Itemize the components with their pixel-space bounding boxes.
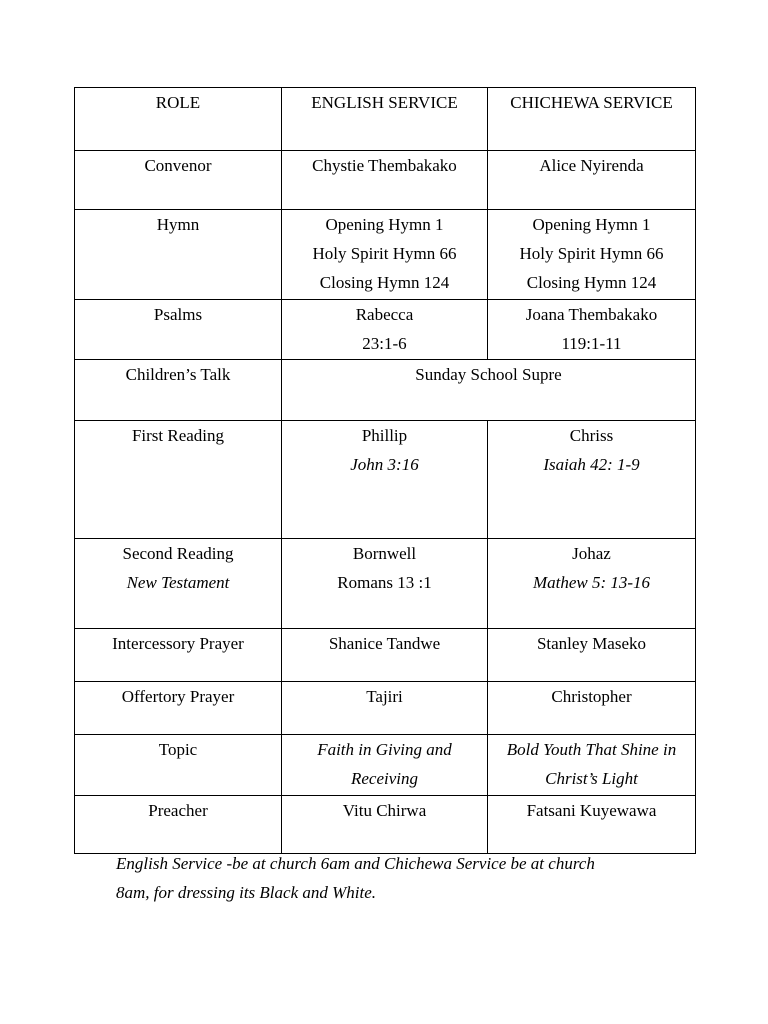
- chichewa-cell: Stanley Maseko: [488, 629, 696, 682]
- note-line: English Service -be at church 6am and Chichewa Service be at church: [116, 854, 595, 873]
- hymn-line: Holy Spirit Hymn 66: [312, 244, 457, 263]
- combined-service-cell: Sunday School Supre: [282, 360, 696, 421]
- scripture-reference: Mathew 5: 13-16: [532, 573, 651, 592]
- role-cell: Second Reading New Testament: [75, 539, 282, 629]
- chichewa-cell: Bold Youth That Shine in Christ’s Light: [488, 735, 696, 796]
- table-row-preacher: [75, 796, 696, 854]
- scripture-reference: Isaiah 42: 1-9: [543, 455, 640, 474]
- scripture-reference: Romans 13 :1: [337, 573, 432, 592]
- chichewa-cell: [488, 210, 696, 300]
- table-row-hymn: [75, 210, 696, 300]
- reader-name: Bornwell: [352, 544, 417, 563]
- reader-name: Chriss: [569, 426, 614, 445]
- chichewa-cell: [488, 539, 696, 629]
- role-cell: Children’s Talk: [75, 360, 282, 421]
- hymn-line: Opening Hymn 1: [532, 215, 651, 234]
- english-cell: [282, 210, 488, 300]
- hymn-line: Closing Hymn 124: [319, 273, 450, 292]
- english-cell: Shanice Tandwe: [282, 629, 488, 682]
- hymn-line: Holy Spirit Hymn 66: [519, 244, 664, 263]
- role-cell: Psalms: [75, 300, 282, 360]
- chichewa-cell: Fatsani Kuyewawa: [488, 796, 696, 854]
- header-english-service: ENGLISH SERVICE: [282, 88, 488, 151]
- table-row-psalms: [75, 300, 696, 360]
- english-cell: Faith in Giving and Receiving: [282, 735, 488, 796]
- role-cell: Hymn: [75, 210, 282, 300]
- role-subtitle: New Testament: [126, 573, 230, 592]
- role-cell: Intercessory Prayer: [75, 629, 282, 682]
- header-role: ROLE: [75, 88, 282, 151]
- role-cell: Offertory Prayer: [75, 682, 282, 735]
- table-row-offertory-prayer: [75, 682, 696, 735]
- hymn-line: Opening Hymn 1: [325, 215, 444, 234]
- table-row-childrens-talk: [75, 360, 696, 421]
- chichewa-cell: Joana Thembakako 119:1-11: [488, 300, 696, 360]
- english-cell: Vitu Chirwa: [282, 796, 488, 854]
- table-row-second-reading: [75, 539, 696, 629]
- table-row-convenor: [75, 151, 696, 210]
- service-time-note: [116, 849, 716, 907]
- reader-name: Johaz: [572, 544, 611, 563]
- service-roster-table: [74, 87, 696, 854]
- role-cell: Preacher: [75, 796, 282, 854]
- note-line: 8am, for dressing its Black and White.: [116, 883, 377, 902]
- chichewa-cell: Alice Nyirenda: [488, 151, 696, 210]
- chichewa-cell: Christopher: [488, 682, 696, 735]
- table-row-topic: [75, 735, 696, 796]
- reader-name: Phillip: [361, 426, 408, 445]
- hymn-line: Closing Hymn 124: [526, 273, 657, 292]
- role-cell: First Reading: [75, 421, 282, 539]
- role-cell: Topic: [75, 735, 282, 796]
- table-row-first-reading: [75, 421, 696, 539]
- table-row-intercessory-prayer: [75, 629, 696, 682]
- header-chichewa-service: CHICHEWA SERVICE: [488, 88, 696, 151]
- english-cell: [282, 421, 488, 539]
- english-cell: [282, 539, 488, 629]
- english-cell: Rabecca 23:1-6: [282, 300, 488, 360]
- english-cell: Chystie Thembakako: [282, 151, 488, 210]
- chichewa-cell: [488, 421, 696, 539]
- role-cell: Convenor: [75, 151, 282, 210]
- scripture-reference: John 3:16: [350, 455, 419, 474]
- english-cell: Tajiri: [282, 682, 488, 735]
- table-header-row: [75, 88, 696, 151]
